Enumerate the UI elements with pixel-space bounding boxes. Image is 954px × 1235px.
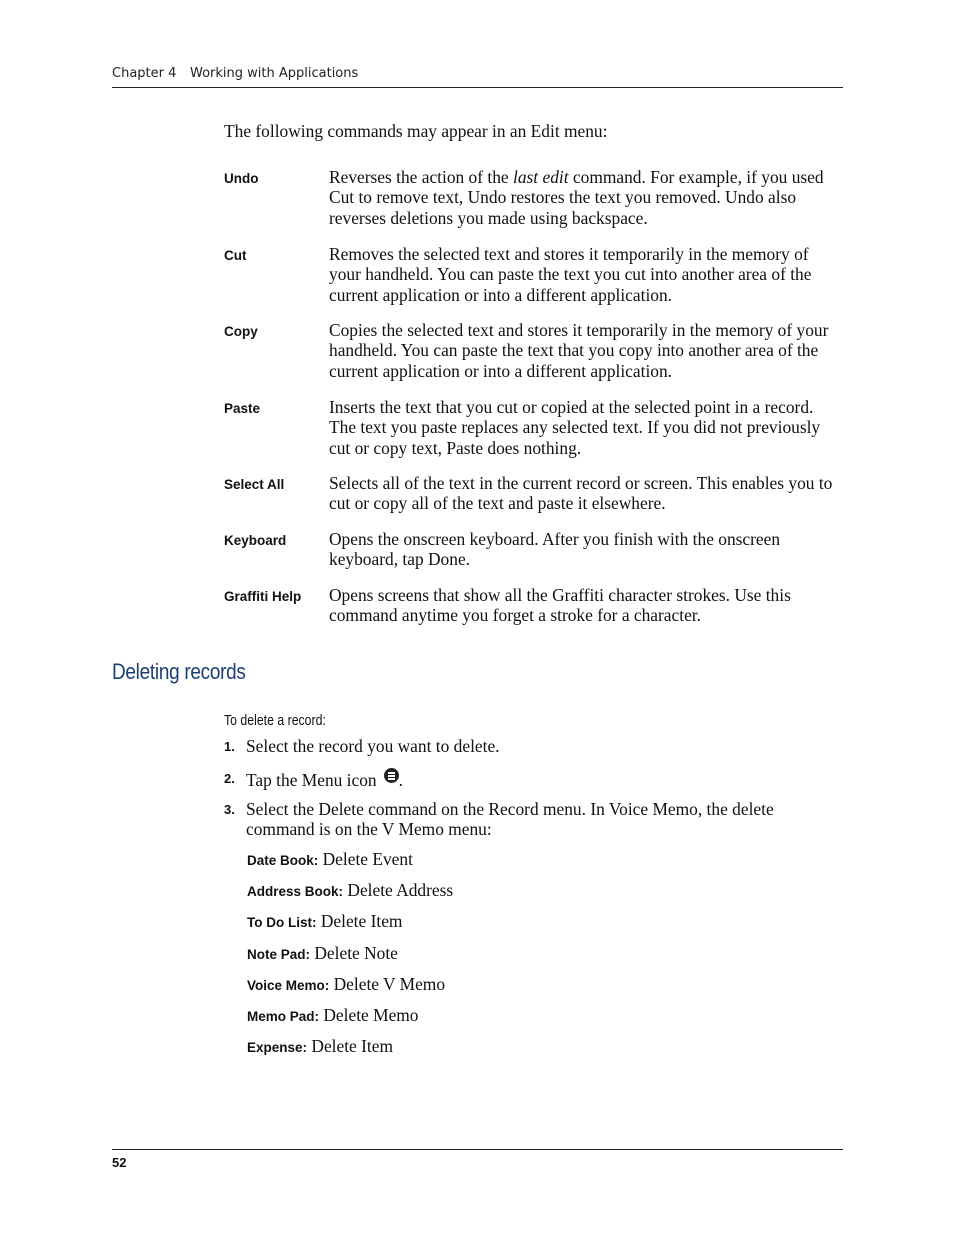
delete-command: Delete Item xyxy=(320,911,403,931)
procedure-title: To delete a record: xyxy=(224,712,326,729)
step-text: Select the Delete command on the Record menu. In Voice Memo, the delete command is on the V Memo menu: xyxy=(246,799,774,840)
description-text-start: Reverses the action of the xyxy=(329,167,513,187)
intro-paragraph: The following commands may appear in an Edit menu: xyxy=(224,121,608,141)
command-description: Opens the onscreen keyboard. After you finish with the onscreen keyboard, tap Done. xyxy=(329,529,781,570)
delete-command: Delete Memo xyxy=(323,1005,419,1025)
chapter-title: Working with Applications xyxy=(190,66,359,81)
step-text: Select the record you want to delete. xyxy=(246,736,500,756)
delete-command: Delete Address xyxy=(347,880,454,900)
step-text-after-icon: . xyxy=(398,770,403,790)
app-command-address-book xyxy=(247,880,847,902)
app-name: Voice Memo: xyxy=(247,978,330,993)
app-command-to-do-list xyxy=(247,911,847,933)
command-description: Copies the selected text and stores it temporarily in the memory of your handheld. You can paste the text that you copy into another area of the current application or into a different application. xyxy=(329,320,829,381)
command-description: Inserts the text that you cut or copied at the selected point in a record. The text you paste replaces any selected text. If you did not previously cut or copy text, Paste does nothing. xyxy=(329,397,821,458)
description-text-end: command. For example, if you used Cut to remove text, Undo restores the text you removed. Undo also reverses deletions you made using backspace. xyxy=(329,167,824,228)
delete-command: Delete Event xyxy=(322,849,413,869)
step-number: 1. xyxy=(224,739,235,754)
command-description: Selects all of the text in the current record or screen. This enables you to cut or copy all of the text and paste it elsewhere. xyxy=(329,473,833,514)
section-title: Deleting records xyxy=(112,659,246,684)
app-name: Memo Pad: xyxy=(247,1009,320,1024)
delete-command: Delete V Memo xyxy=(333,974,446,994)
command-term: Keyboard xyxy=(224,533,287,548)
description-emphasis: last edit xyxy=(513,167,569,187)
menu-icon xyxy=(384,768,399,783)
app-command-note-pad xyxy=(247,943,847,965)
command-term: Graffiti Help xyxy=(224,589,302,604)
delete-command: Delete Note xyxy=(314,943,398,963)
app-name: To Do List: xyxy=(247,915,317,930)
app-command-expense xyxy=(247,1036,847,1058)
command-term: Cut xyxy=(224,248,247,263)
chapter-label: Chapter 4 xyxy=(112,66,177,81)
command-description xyxy=(329,167,839,228)
command-term: Copy xyxy=(224,324,258,339)
step-text xyxy=(246,768,826,790)
step-text-before-icon: Tap the Menu icon xyxy=(246,770,377,790)
command-term: Paste xyxy=(224,401,261,416)
app-name: Note Pad: xyxy=(247,947,311,962)
delete-command: Delete Item xyxy=(311,1036,393,1056)
command-term: Select All xyxy=(224,477,285,492)
app-command-date-book xyxy=(247,849,847,871)
page-footer xyxy=(112,1149,843,1170)
app-name: Address Book: xyxy=(247,884,344,899)
command-term: Undo xyxy=(224,171,259,186)
page-header xyxy=(112,65,843,88)
app-name: Expense: xyxy=(247,1040,308,1055)
command-description: Removes the selected text and stores it temporarily in the memory of your handheld. You can paste the text you cut into another area of the current application or into a different application. xyxy=(329,244,812,305)
command-description: Opens screens that show all the Graffiti character strokes. Use this command anytime you forget a stroke for a character. xyxy=(329,585,791,626)
step-number: 3. xyxy=(224,802,235,817)
page-number: 52 xyxy=(112,1155,127,1170)
app-command-memo-pad xyxy=(247,1005,847,1027)
app-name: Date Book: xyxy=(247,853,319,868)
app-command-voice-memo xyxy=(247,974,847,996)
step-number: 2. xyxy=(224,771,235,786)
